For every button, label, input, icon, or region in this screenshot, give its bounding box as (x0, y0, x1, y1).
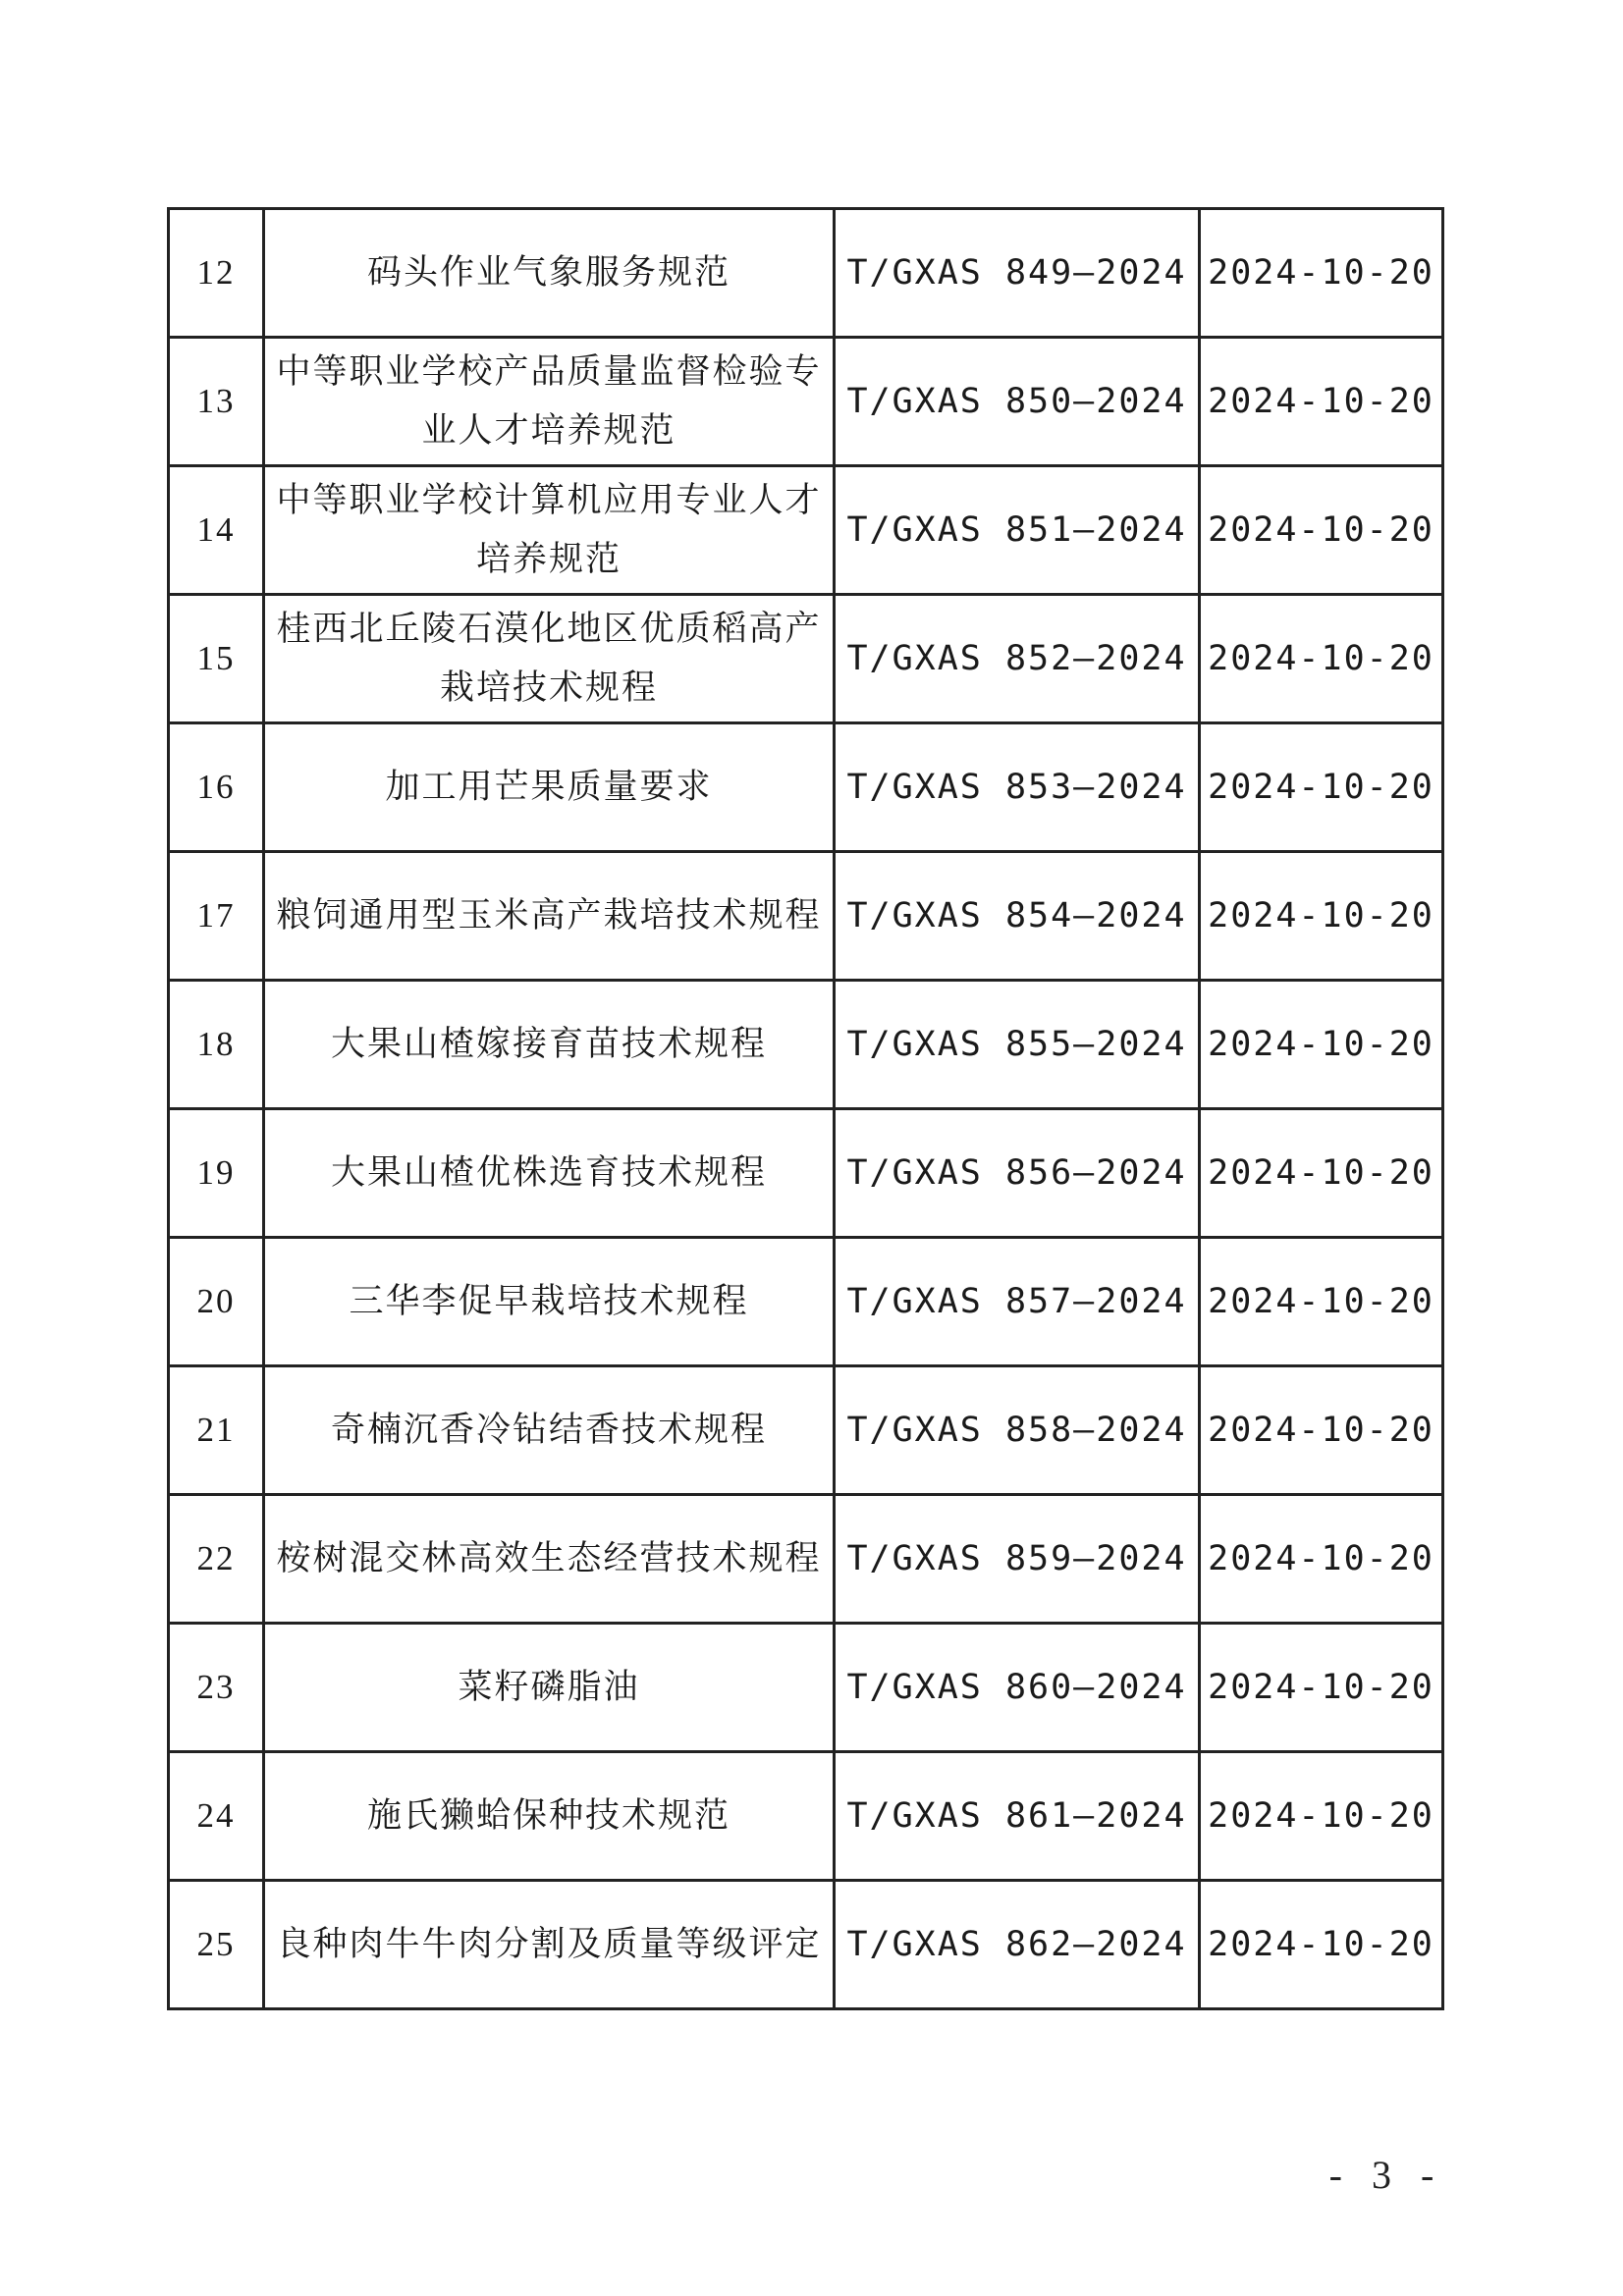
standard-code: T/GXAS 859—2024 (835, 1495, 1200, 1624)
row-number: 16 (169, 723, 264, 852)
publish-date: 2024-10-20 (1200, 1752, 1443, 1881)
row-number: 14 (169, 466, 264, 595)
standard-name: 粮饲通用型玉米高产栽培技术规程 (264, 852, 835, 981)
standard-name: 良种肉牛牛肉分割及质量等级评定 (264, 1881, 835, 2009)
publish-date: 2024-10-20 (1200, 1238, 1443, 1366)
row-number: 13 (169, 338, 264, 466)
standard-name: 施氏獭蛤保种技术规范 (264, 1752, 835, 1881)
row-number: 18 (169, 981, 264, 1109)
standard-name: 大果山楂优株选育技术规程 (264, 1109, 835, 1238)
table-row (169, 1366, 1443, 1495)
standard-code: T/GXAS 851—2024 (835, 466, 1200, 595)
table-row (169, 1624, 1443, 1752)
row-number: 12 (169, 209, 264, 338)
publish-date: 2024-10-20 (1200, 1109, 1443, 1238)
standard-name: 桉树混交林高效生态经营技术规程 (264, 1495, 835, 1624)
standard-code: T/GXAS 852—2024 (835, 595, 1200, 723)
standard-code: T/GXAS 862—2024 (835, 1881, 1200, 2009)
table-row (169, 852, 1443, 981)
standard-name: 中等职业学校产品质量监督检验专业人才培养规范 (264, 338, 835, 466)
table-row (169, 209, 1443, 338)
row-number: 17 (169, 852, 264, 981)
standard-name: 大果山楂嫁接育苗技术规程 (264, 981, 835, 1109)
table-row (169, 338, 1443, 466)
publish-date: 2024-10-20 (1200, 1624, 1443, 1752)
standard-name: 三华李促早栽培技术规程 (264, 1238, 835, 1366)
row-number: 15 (169, 595, 264, 723)
table-row (169, 1752, 1443, 1881)
standard-name: 加工用芒果质量要求 (264, 723, 835, 852)
standard-code: T/GXAS 858—2024 (835, 1366, 1200, 1495)
standard-code: T/GXAS 855—2024 (835, 981, 1200, 1109)
standards-table-body (169, 209, 1443, 2009)
publish-date: 2024-10-20 (1200, 466, 1443, 595)
row-number: 23 (169, 1624, 264, 1752)
row-number: 21 (169, 1366, 264, 1495)
table-row (169, 1495, 1443, 1624)
publish-date: 2024-10-20 (1200, 1881, 1443, 2009)
table-row (169, 723, 1443, 852)
page-number: - 3 - (1328, 2153, 1444, 2197)
table-row (169, 981, 1443, 1109)
publish-date: 2024-10-20 (1200, 338, 1443, 466)
standard-name: 中等职业学校计算机应用专业人才培养规范 (264, 466, 835, 595)
row-number: 24 (169, 1752, 264, 1881)
standard-code: T/GXAS 856—2024 (835, 1109, 1200, 1238)
publish-date: 2024-10-20 (1200, 595, 1443, 723)
standard-code: T/GXAS 853—2024 (835, 723, 1200, 852)
standard-name: 码头作业气象服务规范 (264, 209, 835, 338)
standard-name: 桂西北丘陵石漠化地区优质稻高产栽培技术规程 (264, 595, 835, 723)
row-number: 19 (169, 1109, 264, 1238)
table-row (169, 595, 1443, 723)
publish-date: 2024-10-20 (1200, 852, 1443, 981)
table-row (169, 1109, 1443, 1238)
table-row (169, 1238, 1443, 1366)
row-number: 22 (169, 1495, 264, 1624)
publish-date: 2024-10-20 (1200, 1366, 1443, 1495)
standard-code: T/GXAS 861—2024 (835, 1752, 1200, 1881)
standard-code: T/GXAS 850—2024 (835, 338, 1200, 466)
standard-name: 菜籽磷脂油 (264, 1624, 835, 1752)
standard-code: T/GXAS 857—2024 (835, 1238, 1200, 1366)
publish-date: 2024-10-20 (1200, 981, 1443, 1109)
publish-date: 2024-10-20 (1200, 723, 1443, 852)
publish-date: 2024-10-20 (1200, 209, 1443, 338)
row-number: 25 (169, 1881, 264, 2009)
standards-table (167, 207, 1444, 2010)
standard-code: T/GXAS 860—2024 (835, 1624, 1200, 1752)
publish-date: 2024-10-20 (1200, 1495, 1443, 1624)
standard-code: T/GXAS 849—2024 (835, 209, 1200, 338)
table-row (169, 1881, 1443, 2009)
row-number: 20 (169, 1238, 264, 1366)
standard-code: T/GXAS 854—2024 (835, 852, 1200, 981)
standard-name: 奇楠沉香冷钻结香技术规程 (264, 1366, 835, 1495)
table-row (169, 466, 1443, 595)
